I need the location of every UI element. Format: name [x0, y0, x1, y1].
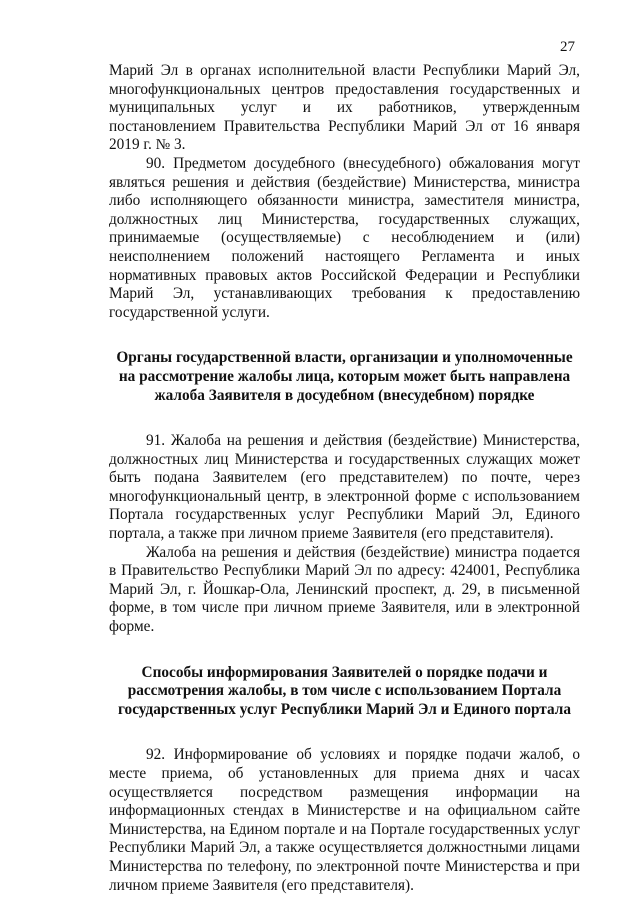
paragraph-continuation: Марий Эл в органах исполнительной власти Республики Марий Эл, многофункциональных центров предоставления государственных и муниципальных услуг и их работников, утвержденным постановлением Правительства Республики Марий Эл от 16 января 2019 г. № 3.	[109, 62, 580, 154]
section-heading-informing-methods: Способы информирования Заявителей о порядке подачи и рассмотрения жалобы, в том числе с использованием Портала государственных услуг Республики Марий Эл и Единого портала	[117, 663, 572, 718]
paragraph-92: 92. Информирование об условиях и порядке подачи жалоб, о месте приема, об установленных для приема днях и часах осуществляется посредством размещения информации на информационных стендах в Министерстве и на официальном сайте Министерства, на Едином портале и на Портале государственных услуг Республики Марий Эл, а также осуществляется должностными лицами Министерства по телефону, по электронной почте Министерства и при личном приеме Заявителя (его представителя).	[109, 746, 580, 894]
page-content	[109, 62, 580, 895]
paragraph-90: 90. Предметом досудебного (внесудебного) обжалования могут являться решения и действия (бездействие) Министерства, министра либо исполняющего обязанности министра, заместителя министра, должностных лиц Министерства, государственных служащих, принимаемые (осуществляемые) с несоблюдением и (или) неисполнением положений настоящего Регламента и иных нормативных правовых актов Российской Федерации и Республики Марий Эл, устанавливающих требования к предоставлению государственной услуги.	[109, 154, 580, 321]
section-heading-complaint-bodies: Органы государственной власти, организации и уполномоченные на рассмотрение жалобы лица, которым может быть направлена жалоба Заявителя в досудебном (внесудебном) порядке	[116, 349, 573, 404]
paragraph-91: 91. Жалоба на решения и действия (бездействие) Министерства, должностных лиц Министерства и государственных служащих может быть подана Заявителем (его представителем) по почте, через многофункциональный центр, в электронной форме с использованием Портала государственных услуг Республики Марий Эл, Единого портала, а также при личном приеме Заявителя (его представителя).	[109, 432, 580, 543]
page-number: 27	[560, 39, 575, 55]
paragraph-91-minister: Жалоба на решения и действия (бездействие) министра подается в Правительство Республики Марий Эл по адресу: 424001, Республика Марий Эл, г. Йошкар-Ола, Ленинский проспект, д. 29, в письменной форме, в том числе при личном приеме Заявителя, или в электронной форме.	[109, 543, 580, 636]
